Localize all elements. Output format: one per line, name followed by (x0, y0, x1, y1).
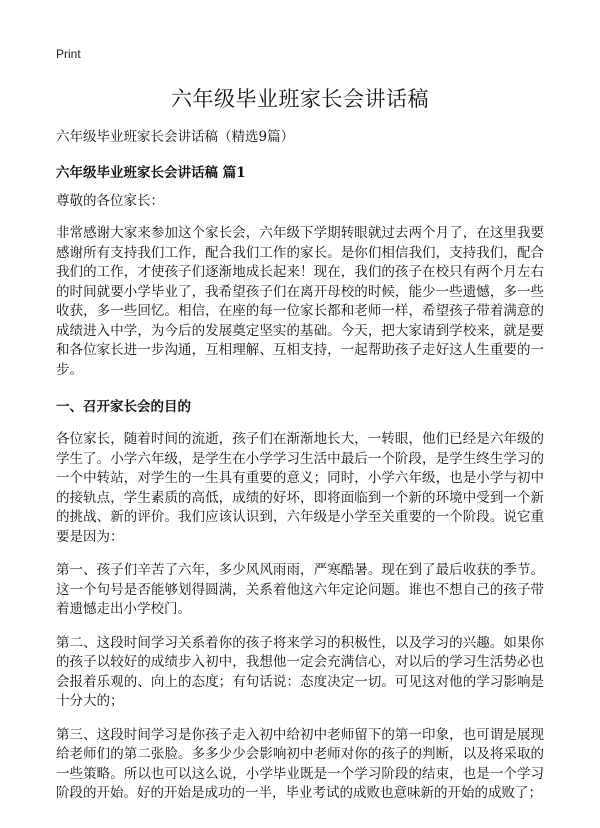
body-paragraph: 非常感谢大家来参加这个家长会，六年级下学期转眼就过去两个月了，在这里我要感谢所有支持我们工作，配合我们工作的家长。是你们相信我们，支持我们，配合我们的工作，才使孩子们逐渐地成长起来！现在，我们的孩子在校只有两个月左右的时间就要小学毕业了，我希望孩子们在离开母校的时候，能少一些遗憾，多一些收获，多一些回忆。相信，在座的每一位家长都和老师一样，希望孩子带着满意的成绩进入中学，为今后的发展奠定坚实的基础。今天，把大家请到学校来，就是要和各位家长进一步沟通，互相理解、互相支持，一起帮助孩子走好这人生重要的一步。 (56, 225, 544, 378)
print-label: Print (56, 47, 81, 61)
subsection-heading: 一、召开家长会的目的 (56, 399, 191, 415)
body-paragraph: 第一、孩子们辛苦了六年，多少风风雨雨，严寒酷暑。现在到了最后收获的季节。这一个句号是否能够划得圆满，关系着他这六年定论问题。谁也不想自己的孩子带着遗憾走出小学校门。 (56, 562, 544, 617)
document-subtitle: 六年级毕业班家长会讲话稿（精选9篇） (56, 129, 295, 145)
body-paragraph: 各位家长，随着时间的流逝，孩子们在渐渐地长大，一转眼，他们已经是六年级的学生了。小学六年级，是学生在小学学习生活中最后一个阶段，是学生终生学习的一个中转站，对学生的一生具有重要的意义；同时，小学六年级，也是小学与初中的接轨点，学生素质的高低，成绩的好坏，即将面临到一个新的环境中受到一个新的挑战、新的评价。我们应该认识到，六年级是小学至关重要的一个阶段。说它重要是因为： (56, 431, 544, 545)
section-heading: 六年级毕业班家长会讲话稿 篇1 (56, 165, 246, 181)
body-paragraph: 第二、这段时间学习关系着你的孩子将来学习的积极性，以及学习的兴趣。如果你的孩子以较好的成绩步入初中，我想他一定会充满信心，对以后的学习生活势必也会报着乐观的、向上的态度；有句话说：态度决定一切。可见这对他的学习影响是十分大的； (56, 634, 544, 709)
body-paragraph: 第三、这段时间学习是你孩子走入初中给初中老师留下的第一印象，也可谓是展现给老师们的第二张脸。多多少少会影响初中老师对你的孩子的判断，以及将采取的一些策略。所以也可以这么说，小学毕业既是一个学习阶段的结束，也是一个学习阶段的开始。好的开始是成功的一半，毕业考试的成败也意味新的开始的成败了； (56, 726, 544, 801)
document-title: 六年级毕业班家长会讲话稿 (171, 87, 429, 111)
greeting-line: 尊敬的各位家长： (56, 193, 164, 209)
